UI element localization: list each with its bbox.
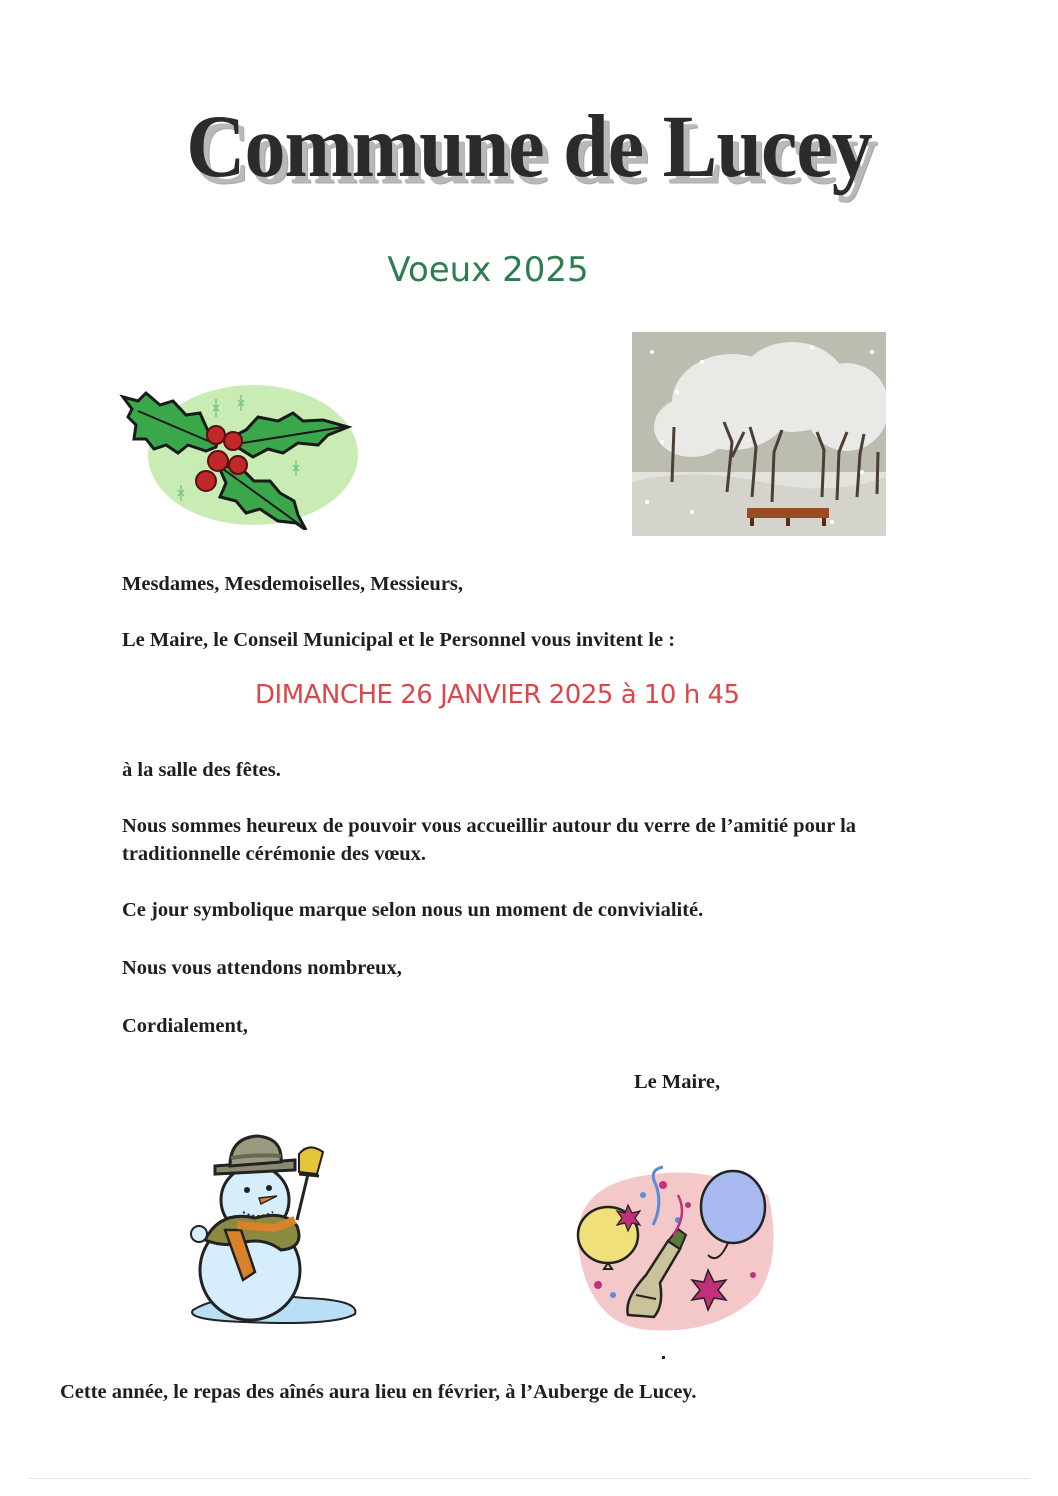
letter-paragraph-1-line-1: Nous sommes heureux de pouvoir vous accueillir autour du verre de l’amitié pour la [122,815,857,837]
letter-signature: Le Maire, [634,1071,721,1093]
snowman-icon [185,1130,365,1330]
winter-park-icon [632,332,886,536]
letter-greeting: Mesdames, Mesdemoiselles, Messieurs, [122,573,464,595]
page-title: Commune de Lucey [186,97,872,196]
ink-dot [662,1356,665,1359]
page-subtitle: Voeux 2025 [387,250,589,290]
event-date: DIMANCHE 26 JANVIER 2025 à 10 h 45 [255,680,740,710]
letter-paragraph-2: Ce jour symbolique marque selon nous un moment de convivialité. [122,899,704,921]
letter-closing: Cordialement, [122,1015,248,1037]
footer-note: Cette année, le repas des aînés aura lieu en février, à l’Auberge de Lucey. [60,1381,697,1403]
letter-invite: Le Maire, le Conseil Municipal et le Personnel vous invitent le : [122,629,676,651]
letter-paragraph-1-line-2: traditionnelle cérémonie des vœux. [122,843,427,865]
holly-icon [118,385,358,530]
page-bottom-rule [28,1478,1030,1479]
letter-place: à la salle des fêtes. [122,759,281,781]
letter-paragraph-3: Nous vous attendons nombreux, [122,957,402,979]
champagne-balloons-icon [568,1165,783,1335]
